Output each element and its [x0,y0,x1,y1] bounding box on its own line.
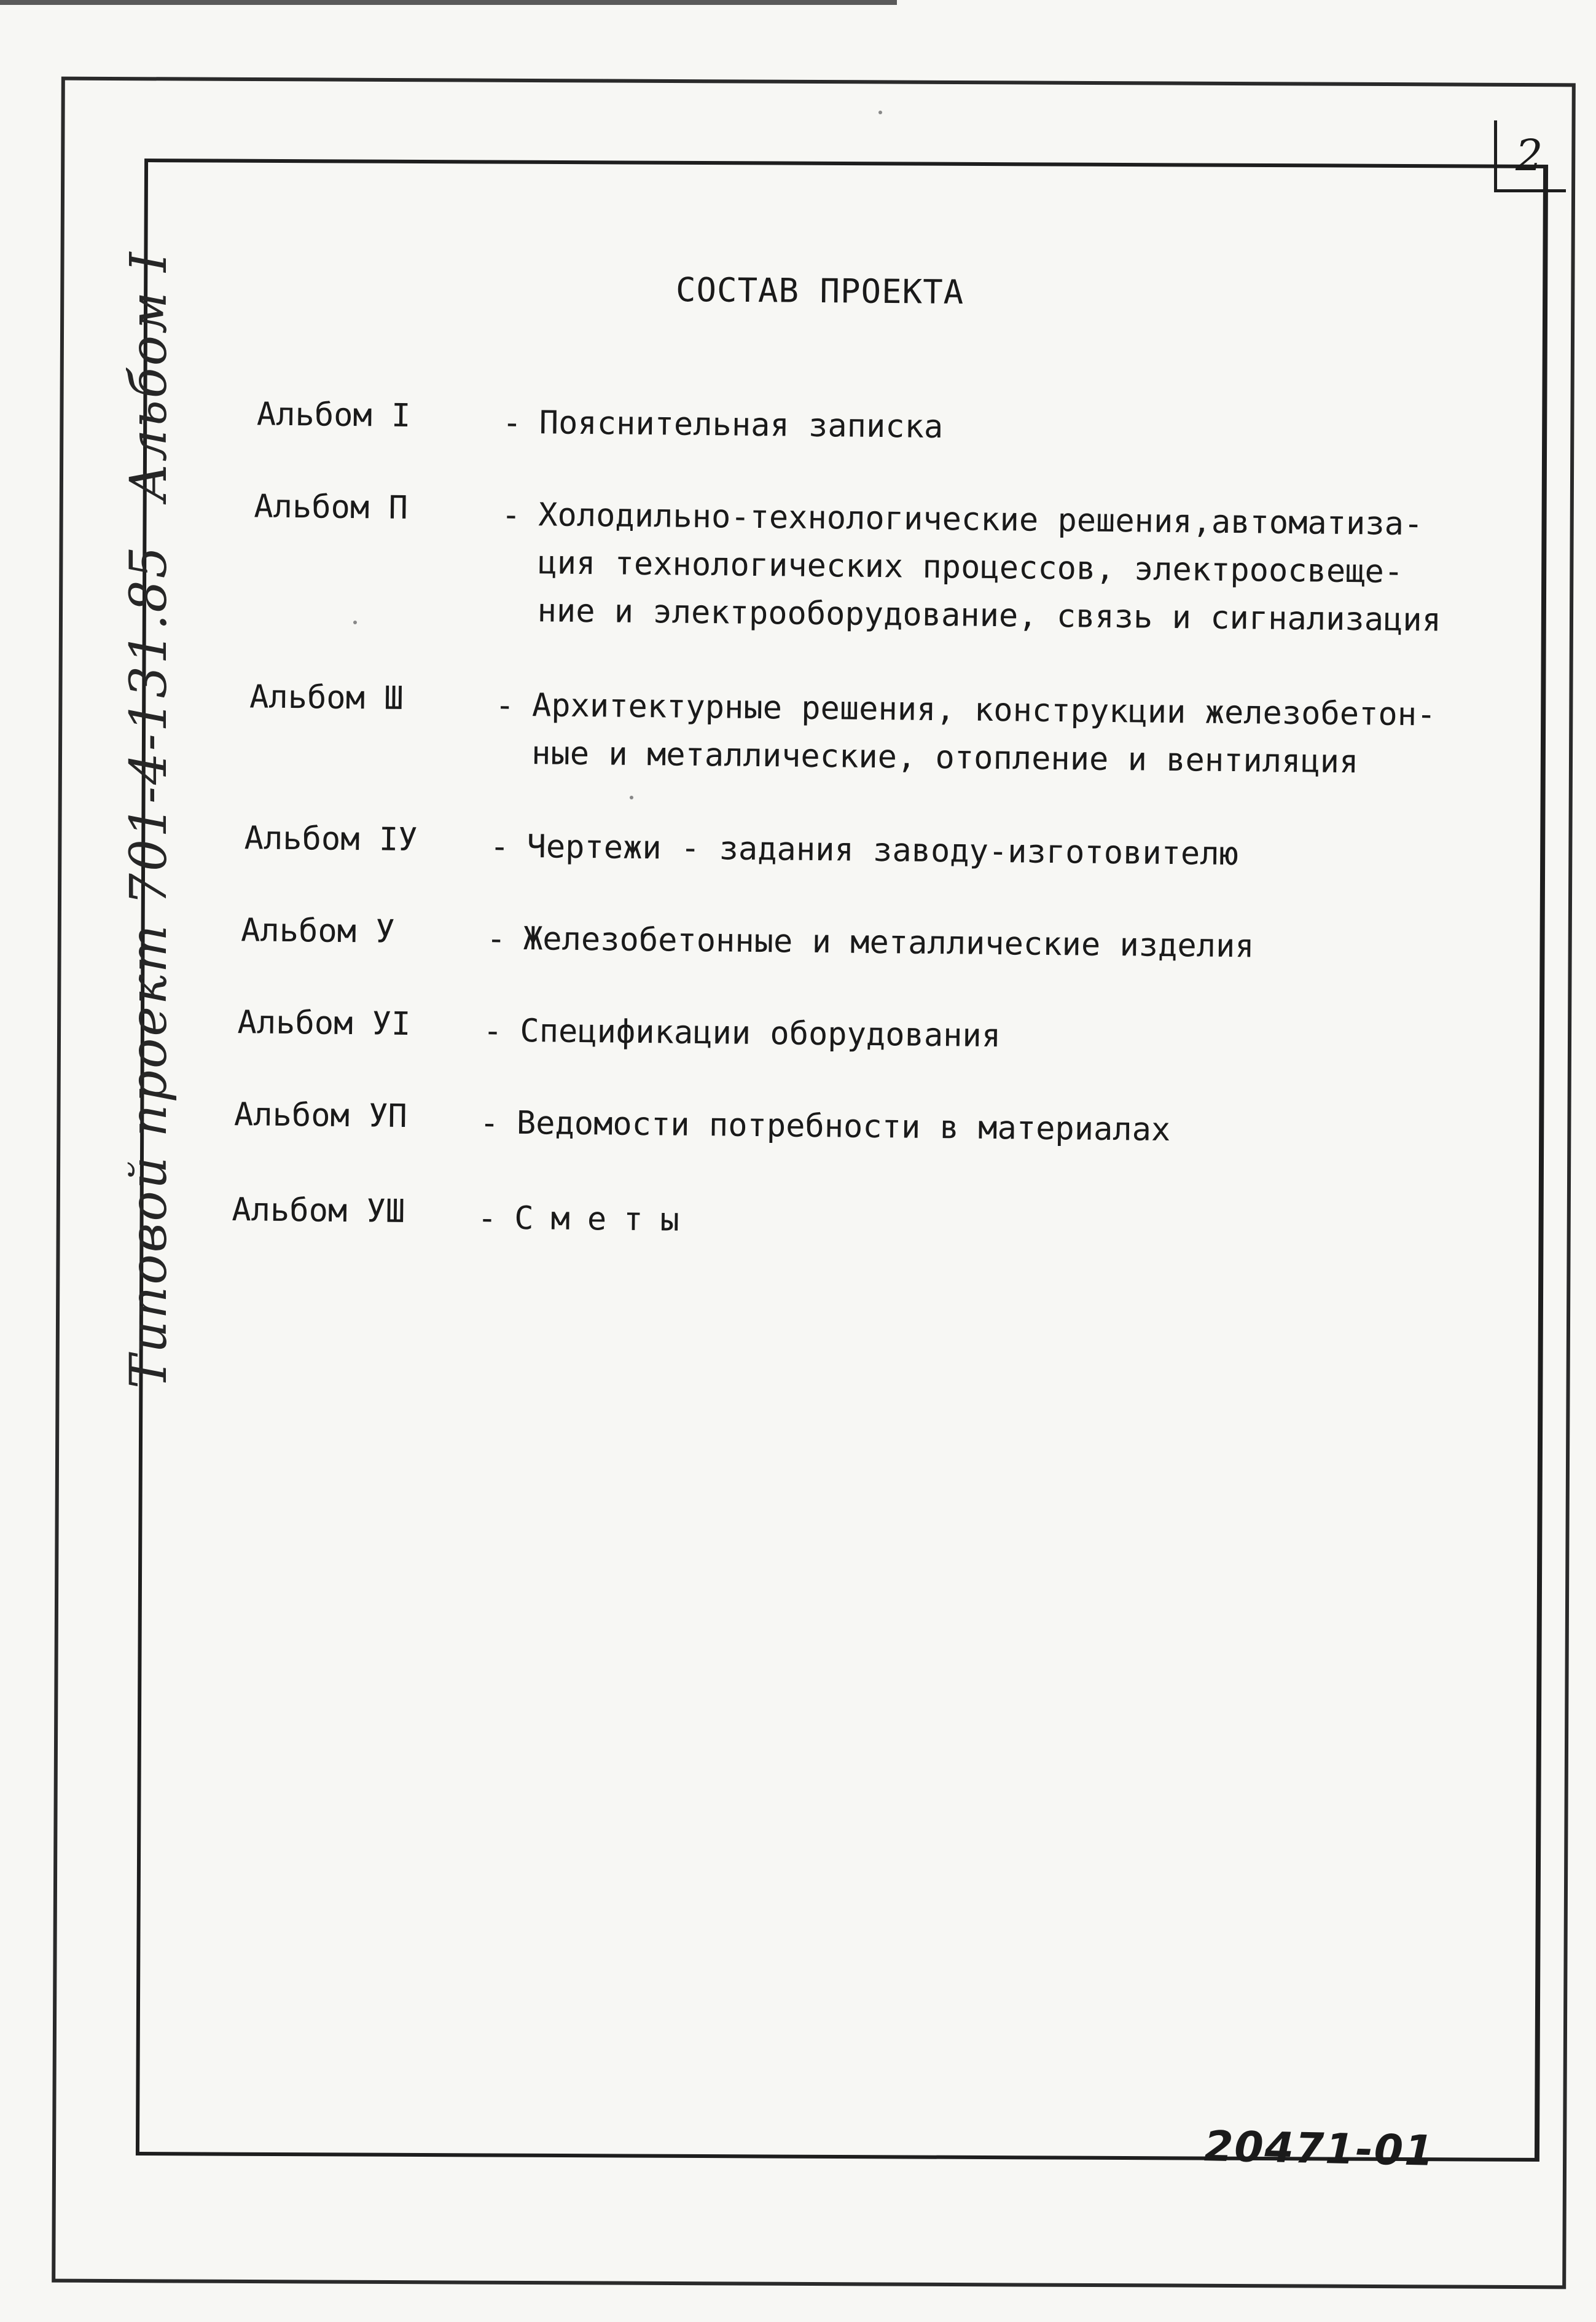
document-title: СОСТАВ ПРОЕКТА [675,270,964,312]
album-name: Альбом П [254,488,409,527]
album-description: Спецификации оборудования [520,1012,1001,1055]
album-name: Альбом IУ [244,820,418,859]
side-stamp-project: Типовой проект 701-4-131.85 [120,544,178,1389]
album-name: Альбом УШ [232,1191,405,1231]
page-number: 2 [1516,130,1543,181]
album-dash: - [501,496,521,534]
side-stamp-album: Альбом I [120,250,178,502]
album-description: Архитектурные решения, конструкции железобетон- ные и металлические, отопление и вентиляция [531,687,1436,781]
scan-speck [353,621,357,624]
inner-frame [136,159,1548,2162]
side-stamp [120,251,178,1389]
album-description: Чертежи - задания заводу-изготовителю [526,828,1239,873]
album-dash: - [495,687,515,724]
album-name: Альбом У [240,912,395,951]
album-description: Сметы [514,1199,697,1239]
album-name: Альбом УI [237,1004,411,1043]
page-number-box [1494,120,1566,192]
album-name: Альбом Ш [249,678,404,717]
album-name: Альбом I [256,396,411,435]
album-description: Ведомости потребности в материалах [516,1104,1171,1149]
scan-edge [0,0,897,5]
album-dash: - [486,920,506,958]
scan-speck [630,796,633,799]
album-dash: - [483,1013,503,1050]
document-code: 20471-01 [1203,2122,1436,2176]
album-dash: - [490,828,510,866]
album-description: Холодильно-технологические решения,автоматиза- ция технологических процессов, электроосвеще- ние и электрооборудование, связь и сигнализация [537,496,1442,639]
album-dash: - [502,404,522,442]
album-name: Альбом УП [233,1096,408,1136]
album-description: Железобетонные и металлические изделия [523,920,1254,965]
album-dash: - [479,1105,499,1142]
album-description: Пояснительная записка [539,404,944,446]
scan-speck [878,111,882,114]
album-dash: - [477,1200,497,1237]
